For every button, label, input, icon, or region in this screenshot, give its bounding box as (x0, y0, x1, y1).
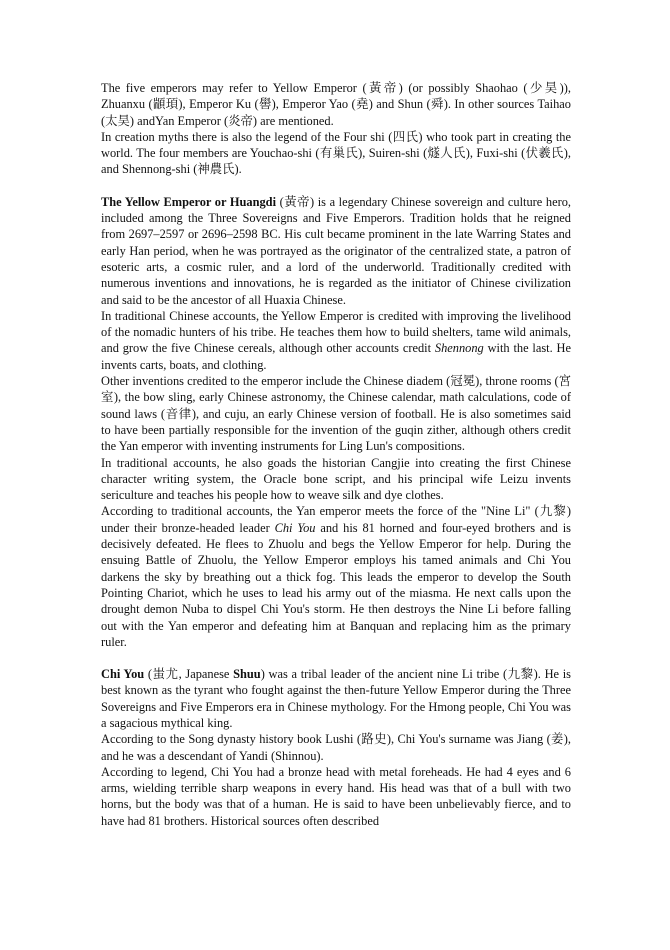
yellow-emperor-livelihood-paragraph (101, 308, 571, 373)
four-shi-paragraph: In creation myths there is also the legend of the Four shi (四氏) who took part in creating the world. The four members are Youchao-shi (有巢氏), Suiren-shi (燧人氏), Fuxi-shi (伏羲氏), and Shennong-shi (神農氏). (101, 129, 571, 177)
five-emperors-paragraph: The five emperors may refer to Yellow Emperor (黃帝) (or possibly Shaohao (少昊)), Zhuanxu (顓頊), Emperor Ku (嚳), Emperor Yao (堯) and Shun (舜). In other sources Taihao (太昊) andYan Emperor (炎帝) are mentioned. (101, 81, 571, 128)
chi-you-paren-text: (蚩尤, Japanese (144, 667, 234, 682)
yellow-emperor-inventions-paragraph: Other inventions credited to the emperor include the Chinese diadem (冠冕), throne rooms (宮室), the bow sling, early Chinese astronomy, the Chinese calendar, math calculations, code of sound laws (音律), and cuju, an early Chinese version of football. He is also sometimes said to have been partially responsible for the invention of the guqin zither, although others credit the Yan emperor with inventing instruments for Ling Lun's compositions. (101, 374, 571, 454)
chi-you-italic: Chi You (274, 520, 316, 535)
battle-text-end: and his 81 horned and four-eyed brothers and is decisively defeated. He flees to Zhuolu and begs the Yellow Emperor for help. During the ensuing Battle of Zhuolu, the Yellow Emperor employs his tamed animals and Chi You darkens the sky by breathing out a thick fog. This leads the emperor to develop the South Pointing Chariot, which he uses to lead his army out of the miasma. He next calls upon the drought demon Nuba to dispel Chi You's storm. He then destroys the Nine Li before falling out with the Yan emperor and defeating him at Banquan and replacing him as the primary ruler. (101, 520, 571, 649)
shennong-italic: Shennong (434, 341, 484, 356)
yellow-emperor-heading: The Yellow Emperor or Huangdi (101, 194, 277, 209)
battle-text-start: According to traditional accounts, the Yan emperor meets the force of the "Nine Li" (九黎) under their bronze-headed leader (101, 504, 571, 535)
chi-you-intro-text: ) was a tribal leader of the ancient nine Li tribe (九黎). He is best known as the tyrant who fought against the then-future Yellow Emperor during the Three Sovereigns and Five Emperors era in Chinese mythology. For the Hmong people, Chi You was a sagacious mythical king. (101, 667, 571, 730)
nine-li-battle-paragraph (101, 503, 571, 650)
livelihood-text-start: In traditional Chinese accounts, the Yellow Emperor is credited with improving the livelihood of the nomadic hunters of his tribe. He teaches them how to build shelters, tame wild animals, and grow the five Chinese cereals, although other accounts credit (101, 308, 571, 356)
livelihood-text-end: with the last. He invents carts, boats, and clothing. (101, 341, 572, 372)
cangjie-paragraph: In traditional accounts, he also goads the historian Cangjie into creating the first Chinese character writing system, the Oracle bone script, and his principal wife Leizu invents sericulture and teaches his people how to weave silk and dye clothes. (101, 455, 571, 503)
section-spacer (101, 650, 571, 666)
lushi-paragraph: According to the Song dynasty history book Lushi (路史), Chi You's surname was Jiang (姜), and he was a descendant of Yandi (Shinnou). (101, 732, 571, 763)
chi-you-intro-paragraph (101, 666, 571, 731)
shuu-bold: Shuu (233, 667, 261, 682)
document-page (101, 80, 571, 829)
chi-you-heading: Chi You (101, 667, 145, 682)
yellow-emperor-intro-text: (黃帝) is a legendary Chinese sovereign and culture hero, included among the Three Sovereigns and Five Emperors. Tradition holds that he reigned from 2697–2597 or 2696–2598 BC. His cult became prominent in the late Warring States and early Han period, when he was portrayed as the originator of the centralized state, a patron of esoteric arts, a cosmic ruler, and a lord of the underworld. Traditionally credited with numerous inventions and innovations, he is regarded as the initiator of Chinese civilization and said to be the ancestor of all Huaxia Chinese. (101, 194, 571, 307)
section-spacer (101, 178, 571, 194)
yellow-emperor-intro-paragraph (101, 194, 571, 308)
chi-you-legend-paragraph: According to legend, Chi You had a bronze head with metal foreheads. He had 4 eyes and 6 arms, wielding terrible sharp weapons in every hand. His head was that of a bull with two horns, but the body was that of a human. He is said to have been unbelievably fierce, and to have had 81 brothers. Historical sources often described (101, 764, 571, 828)
